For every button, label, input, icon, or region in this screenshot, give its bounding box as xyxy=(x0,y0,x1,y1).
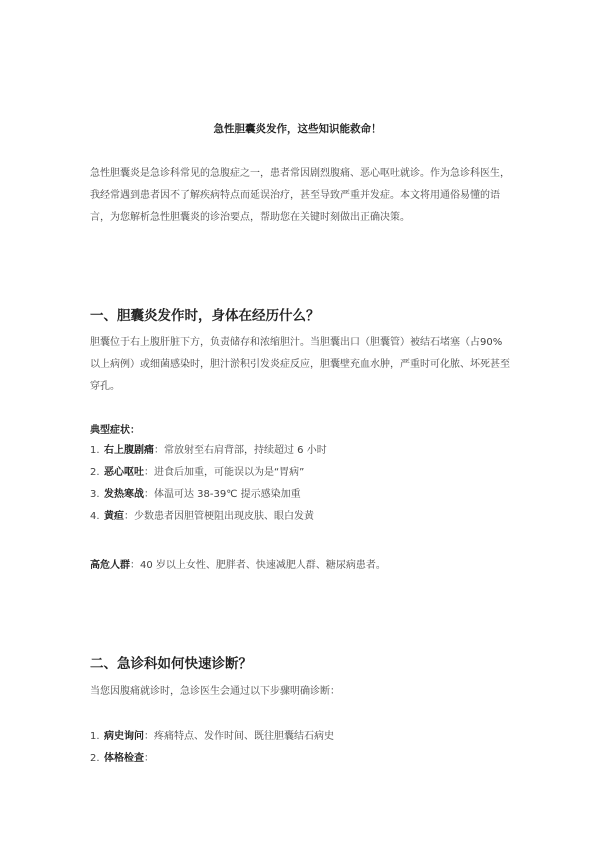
symptoms-title: 典型症状： xyxy=(90,425,140,436)
symptom-term: 恶心呕吐 xyxy=(104,467,144,478)
symptom-desc: ：常放射至右肩背部，持续超过 6 小时 xyxy=(154,445,327,456)
article-title: 急性胆囊炎发作，这些知识能救命！ xyxy=(213,123,382,135)
symptom-desc: ：进食后加重，可能误以为是“胃病” xyxy=(144,467,305,478)
list-item xyxy=(90,726,334,748)
high-risk-line xyxy=(90,556,386,571)
list-item xyxy=(90,484,327,506)
list-item xyxy=(90,748,334,770)
intro-paragraph: 急性胆囊炎是急诊科常见的急腹症之一，患者常因剧烈腹痛、恶心呕吐就诊。作为急诊科医生，我经常遇到患者因不了解疾病特点而延误治疗，甚至导致严重并发症。本文将用通俗易懂的语言，为您解析急性胆囊炎的诊治要点，帮助您在关键时刻做出正确决策。 xyxy=(90,168,510,223)
risk-label: 高危人群 xyxy=(90,560,130,571)
section2-heading: 二、急诊科如何快速诊断？ xyxy=(90,656,252,672)
list-number: 2. xyxy=(90,467,100,478)
diagnosis-steps-list xyxy=(90,726,334,770)
step-term: 体格检查 xyxy=(104,753,144,764)
section1-heading: 一、胆囊炎发作时，身体在经历什么？ xyxy=(90,308,320,324)
step-desc: ：疼痛特点、发作时间、既往胆囊结石病史 xyxy=(144,731,334,742)
list-number: 2. xyxy=(90,753,100,764)
list-item xyxy=(90,440,327,462)
risk-text: ：40 岁以上女性、肥胖者、快速减肥人群、糖尿病患者。 xyxy=(130,560,386,571)
symptoms-list xyxy=(90,440,327,528)
list-number: 4. xyxy=(90,511,100,522)
symptom-desc: ：体温可达 38-39℃ 提示感染加重 xyxy=(144,489,301,500)
step-desc: ： xyxy=(144,753,154,764)
list-number: 1. xyxy=(90,445,100,456)
symptom-term: 黄疸 xyxy=(104,511,124,522)
symptom-term: 右上腹剧痛 xyxy=(104,445,154,456)
section2-lead: 当您因腹痛就诊时，急诊医生会通过以下步骤明确诊断： xyxy=(90,686,340,697)
symptom-term: 发热寒战 xyxy=(104,489,144,500)
list-item xyxy=(90,462,327,484)
step-term: 病史询问 xyxy=(104,731,144,742)
symptom-desc: ：少数患者因胆管梗阻出现皮肤、眼白发黄 xyxy=(124,511,314,522)
list-number: 3. xyxy=(90,489,100,500)
list-item xyxy=(90,506,327,528)
section1-paragraph: 胆囊位于右上腹肝脏下方，负责储存和浓缩胆汁。当胆囊出口（胆囊管）被结石堵塞（占90%以上病例）或细菌感染时，胆汁淤积引发炎症反应，胆囊壁充血水肿，严重时可化脓、坏死甚至穿孔。 xyxy=(90,337,510,392)
list-number: 1. xyxy=(90,731,100,742)
